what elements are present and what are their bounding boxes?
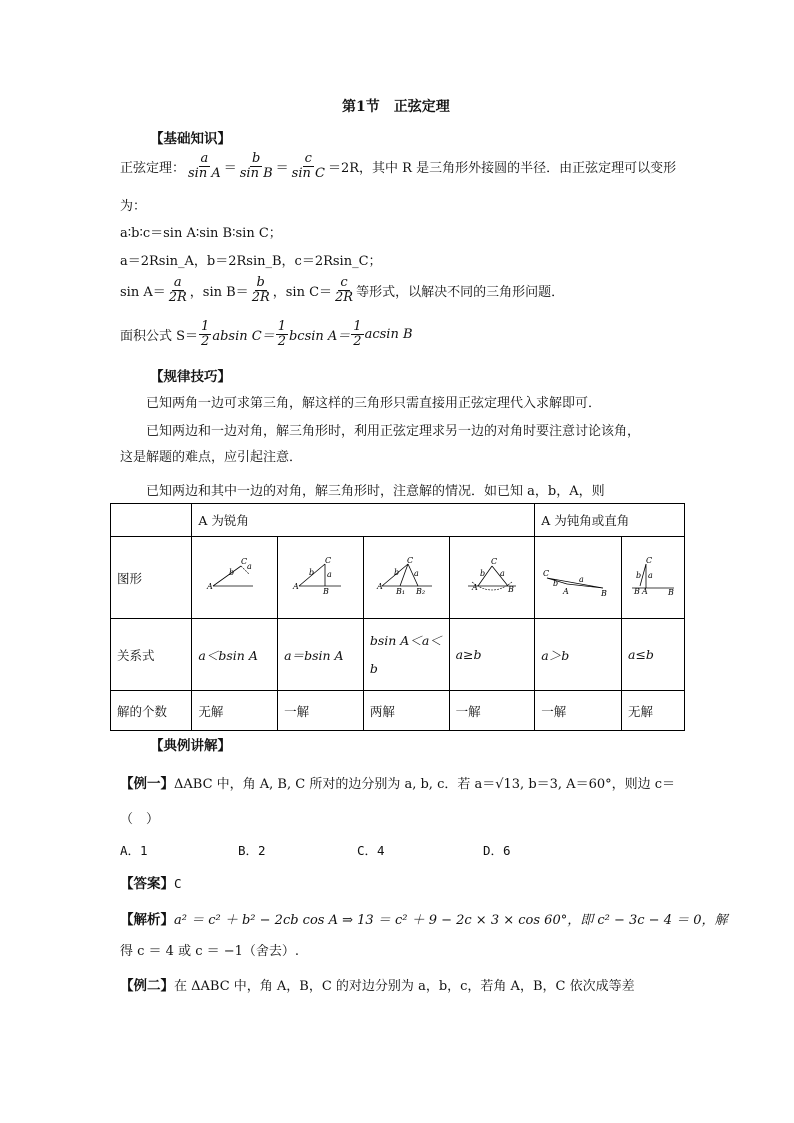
figure-cell-6 [622, 537, 685, 619]
skill-line-4: 已知两边和其中一边的对角，解三角形时，注意解的情况．如已知 a，b，A，则 [146, 484, 605, 499]
analysis-line [120, 908, 728, 928]
svg-text:a: a [414, 569, 419, 578]
count-3: 两解 [363, 691, 449, 731]
svg-text:a: a [579, 575, 584, 584]
svg-text:C: C [240, 557, 247, 566]
triangle-figure-right [291, 556, 351, 596]
table-count-row [111, 691, 685, 731]
analysis-label: 【解析】 [120, 912, 174, 928]
count-2: 一解 [278, 691, 364, 731]
solution-table [110, 503, 685, 731]
section-skills-heading: 【规律技巧】 [150, 369, 231, 385]
page-title: 第1节 正弦定理 [342, 99, 450, 115]
area-formula-line: 面积公式 S＝ $\frac{1}{2}$ absin C＝ $\frac{1}{2}$ bcsin A＝ $\frac{1}{2}$ acsin B [120, 319, 413, 349]
section-examples-heading: 【典例讲解】 [150, 738, 231, 754]
skill-line-1: 已知两角一边可求第三角，解这样的三角形只需直接用正弦定理代入求解即可． [146, 396, 602, 411]
option-d: D．6 [483, 843, 511, 858]
row-label-relation: 关系式 [111, 619, 192, 691]
svg-text:b: b [479, 569, 486, 578]
relation-4: a≥b [449, 619, 535, 691]
row-label-figure: 图形 [111, 537, 192, 619]
svg-text:A: A [206, 582, 213, 591]
svg-text:b: b [553, 579, 559, 588]
example1-text: ΔABC 中，角 A, B, C 所对的边分别为 a, b, c．若 a＝√13, b＝3, A＝60°，则边 c＝ [174, 777, 676, 792]
svg-text:B: B [634, 587, 640, 596]
example1-paren: （ ） [120, 812, 160, 827]
svg-text:A: A [471, 583, 478, 592]
sine-law-result: ＝2R [327, 160, 360, 176]
table-header-obtuse: A 为钝角或直角 [535, 504, 685, 537]
svg-text:B: B [507, 585, 514, 594]
svg-text:C: C [490, 557, 498, 566]
svg-text:B₁: B₁ [396, 587, 406, 596]
svg-text:a: a [326, 570, 332, 579]
svg-text:A: A [292, 582, 299, 591]
example2-text: 在 ΔABC 中，角 A，B，C 的对边分别为 a，b，c，若角 A，B，C 依次成等差 [174, 979, 635, 994]
example2-line [120, 974, 635, 994]
frac-half-3: $\frac{1}{2}$ [353, 319, 362, 349]
row-label-count: 解的个数 [111, 691, 192, 731]
count-4: 一解 [449, 691, 535, 731]
svg-text:b: b [228, 568, 234, 577]
svg-text:C: C [646, 556, 653, 565]
sine-law-line: 正弦定理： $\frac{a}{\text{sin A}}$ ＝ $\frac{b}{\text{sin B}}$ ＝ $\frac{c}{\text{sin C}}$ ＝2R ，其中 R 是三角形外接圆的半径．由正弦定理可以变形 [120, 151, 677, 181]
skill-line-3: 这是解题的难点，应引起注意． [120, 450, 303, 465]
svg-text:A: A [377, 582, 383, 591]
table-header-acute: A 为锐角 [192, 504, 535, 537]
example1-label: 【例一】 [120, 776, 174, 792]
frac-b-sinB: $\frac{b}{\text{sin B}}$ [239, 151, 273, 181]
svg-text:B: B [601, 589, 608, 596]
svg-text:a: a [246, 562, 252, 571]
relation-3: bsin A＜a＜ b [363, 619, 449, 691]
frac-c-sinC: $\frac{c}{\text{sin C}}$ [291, 151, 325, 181]
count-1: 无解 [192, 691, 278, 731]
svg-text:B: B [668, 588, 674, 596]
svg-text:C: C [324, 556, 331, 565]
option-a: A．1 [120, 843, 148, 858]
answer-label: 【答案】 [120, 876, 174, 892]
frac-a-sinA: $\frac{a}{\text{sin A}}$ [188, 151, 221, 181]
relation-1: a＜bsin A [192, 619, 278, 691]
svg-text:b: b [394, 568, 400, 577]
svg-text:b: b [308, 568, 314, 577]
option-c: C．4 [357, 843, 385, 858]
example2-label: 【例二】 [120, 978, 174, 994]
ratio-form: a∶b∶c＝sin A∶sin B∶sin C； [120, 226, 282, 241]
svg-text:C: C [407, 556, 414, 565]
svg-text:a: a [499, 569, 505, 578]
count-5: 一解 [535, 691, 622, 731]
sin-forms-line: sin A＝ $\frac{a}{2R}$ ，sin B＝ $\frac{b}{2R}$ ，sin C＝ $\frac{c}{2R}$ 等形式，以解决不同的三角形问题． [120, 275, 565, 305]
frac-half-2: $\frac{1}{2}$ [277, 319, 286, 349]
analysis-line-2: 得 c ＝ 4 或 c ＝ −1（舍去）. [120, 944, 300, 959]
skill-line-2: 已知两边和一边对角，解三角形时，利用正弦定理求另一边的对角时要注意讨论该角， [146, 424, 641, 439]
table-header-empty [111, 504, 192, 537]
svg-text:a: a [648, 571, 653, 580]
svg-text:A: A [563, 587, 569, 596]
svg-text:B₂: B₂ [416, 587, 426, 596]
option-b: B．2 [238, 843, 266, 858]
relation-6: a≤b [622, 619, 685, 691]
frac-b-2R: $\frac{b}{2R}$ [251, 275, 270, 305]
figure-cell-2 [278, 537, 364, 619]
sine-law-label: 正弦定理： [120, 160, 186, 176]
triangle-figure-obtuse-none [628, 556, 678, 596]
figure-cell-3 [363, 537, 449, 619]
figure-cell-5 [535, 537, 622, 619]
relation-2: a＝bsin A [278, 619, 364, 691]
sides-form: a＝2Rsin_A，b＝2Rsin_B，c＝2Rsin_C； [120, 254, 382, 269]
relation-5: a＞b [535, 619, 622, 691]
frac-c-2R: $\frac{c}{2R}$ [335, 275, 354, 305]
table-header-row [111, 504, 685, 537]
svg-text:A: A [642, 587, 648, 596]
answer-line [120, 872, 182, 892]
figure-cell-1 [192, 537, 278, 619]
triangle-figure-obtuse-one [543, 556, 613, 596]
svg-text:b: b [636, 571, 642, 580]
frac-half-1: $\frac{1}{2}$ [201, 319, 210, 349]
svg-text:C: C [543, 569, 550, 578]
figure-cell-4 [449, 537, 535, 619]
triangle-figure-one-solution [462, 556, 522, 596]
section-basic-heading: 【基础知识】 [150, 131, 231, 147]
answer-value: C [174, 876, 182, 891]
svg-text:B: B [322, 587, 329, 596]
count-6: 无解 [622, 691, 685, 731]
triangle-figure-no-solution [205, 556, 265, 596]
analysis-text: a² ＝ c² ＋ b² − 2cb cos A ⇒ 13 ＝ c² ＋ 9 − 2c × 3 × cos 60°，即 c² − 3c − 4 ＝ 0，解 [174, 913, 728, 928]
example1-line [120, 772, 675, 792]
triangle-figure-two-solutions [376, 556, 436, 596]
table-figure-row [111, 537, 685, 619]
sine-law-wrap: 为： [120, 199, 147, 214]
table-relation-row [111, 619, 685, 691]
sine-law-desc: ，其中 R 是三角形外接圆的半径．由正弦定理可以变形 [359, 160, 677, 176]
frac-a-2R: $\frac{a}{2R}$ [168, 275, 187, 305]
